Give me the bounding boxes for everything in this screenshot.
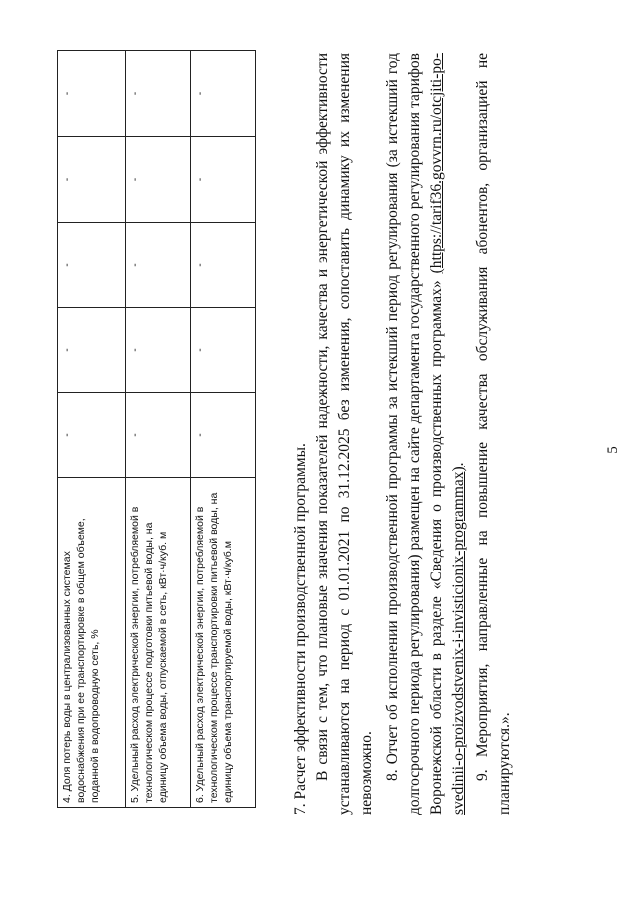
table-cell-label: 4. Доля потерь воды в централизованных системах водоснабжения при ее транспортировке в общем объеме, поданной в водопроводную сеть, % <box>58 478 126 808</box>
table-cell: - <box>126 137 191 223</box>
section-7 <box>290 53 378 815</box>
section-9-paragraph: 9. Мероприятия, направленные на повышение качества обслуживания абонентов, организацией не планируются.». <box>474 53 513 815</box>
table-cell-label: 5. Удельный расход электрической энергии, потребляемой в технологическом процессе подготовки питьевой воды, на единицу объема воды, отпускаемой в сеть, кВт·ч/куб. м <box>126 478 191 808</box>
section-8-text: 8. Отчет об исполнении производственной программы за истекший период регулирования (за истекший год долгосрочного периода регулирования) размещен на сайте департамента государственного регулирования тарифов Воронежской области в разделе «Сведения о производственных программах» <box>384 53 445 815</box>
table-cell: - <box>191 393 256 478</box>
section-8-suffix: . <box>450 462 467 467</box>
section-8-paragraph <box>382 53 470 815</box>
table-cell: - <box>58 308 126 393</box>
table-cell: - <box>191 51 256 137</box>
table-cell: - <box>191 223 256 308</box>
page-number: 5 <box>605 446 621 454</box>
table-cell: - <box>58 137 126 223</box>
table-row <box>126 51 191 808</box>
table-cell: - <box>126 51 191 137</box>
table-cell-label: 6. Удельный расход электрической энергии, потребляемой в технологическом процессе транспортировки питьевой воды, на единицу объема транспортируемой воды, кВт·ч/куб.м <box>191 478 256 808</box>
section-7-paragraph: В связи с тем, что плановые значения показателей надежности, качества и энергетической эффективности устанавливаются на период с 01.01.2021 по 31.12.2025 без изменения, сопоставить динамику их изменения невозможно. <box>314 53 375 815</box>
table-row <box>58 51 126 808</box>
section-9 <box>472 53 516 815</box>
table-cell: - <box>191 137 256 223</box>
table-cell: - <box>58 393 126 478</box>
table-cell: - <box>58 223 126 308</box>
table-cell: - <box>126 393 191 478</box>
table-cell: - <box>58 51 126 137</box>
section-7-heading: 7. Расчет эффективности производственной программы. <box>292 443 309 815</box>
table-row <box>191 51 256 808</box>
table-cell: - <box>191 308 256 393</box>
report-link[interactable]: (https://tarif36.govvrn.ru/otcjiti-po-svedinii-o-proizvodstvenix-i-invisticionix-programmax) <box>428 52 467 815</box>
table-cell: - <box>126 308 191 393</box>
section-8 <box>382 53 470 815</box>
table-cell: - <box>126 223 191 308</box>
indicators-table <box>57 50 256 808</box>
